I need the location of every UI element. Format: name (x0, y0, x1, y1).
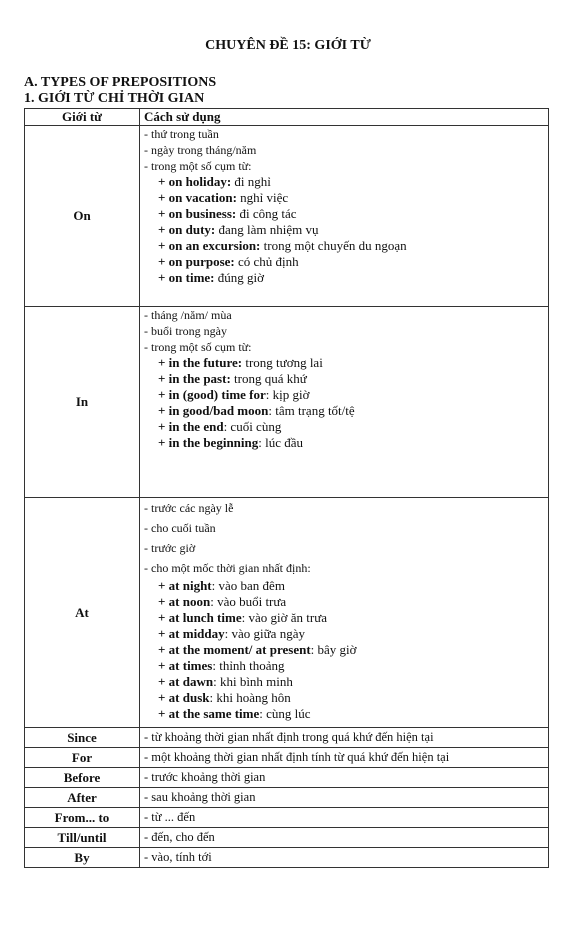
header-preposition: Giới từ (25, 109, 140, 126)
prepositions-table (24, 108, 549, 868)
table-row-since (25, 728, 549, 748)
table-row-for (25, 748, 549, 768)
prep-from-to: From... to (25, 808, 140, 828)
use-item: - ngày trong tháng/năm (144, 143, 257, 157)
usage-for: - một khoảng thời gian nhất định tính từ quá khứ đến hiện tại (140, 748, 549, 768)
usage-after: - sau khoảng thời gian (140, 788, 549, 808)
usage-at (140, 498, 549, 728)
usage-before: - trước khoảng thời gian (140, 768, 549, 788)
prep-by: By (25, 848, 140, 868)
use-item: - thứ trong tuần (144, 127, 219, 141)
prep-before: Before (25, 768, 140, 788)
use-item: - trong một số cụm từ: (144, 159, 252, 173)
phrase-item: + on duty: đang làm nhiệm vụ (158, 222, 319, 237)
phrase-item: + at dusk: khi hoàng hôn (158, 690, 291, 705)
usage-by: - vào, tính tới (140, 848, 549, 868)
phrase-item: + at dawn: khi bình minh (158, 674, 293, 689)
phrase-item: + on time: đúng giờ (158, 270, 265, 285)
phrase-item: + at noon: vào buổi trưa (158, 594, 287, 609)
usage-till-until: - đến, cho đến (140, 828, 549, 848)
table-row-in (25, 307, 549, 498)
phrase-item: + on business: đi công tác (158, 206, 297, 221)
prep-in: In (25, 307, 140, 498)
use-item: - trước giờ (144, 541, 196, 555)
table-row-on (25, 126, 549, 307)
table-row-till-until (25, 828, 549, 848)
phrase-item: + on an excursion: trong một chuyến du ngoạn (158, 238, 407, 253)
phrase-item: + in good/bad moon: tâm trạng tốt/tệ (158, 403, 355, 418)
phrase-item: + on vacation: nghỉ việc (158, 190, 289, 205)
phrase-item: + in the beginning: lúc đầu (158, 435, 304, 450)
phrase-item: + in the past: trong quá khứ (158, 371, 307, 386)
phrase-item: + at midday: vào giữa ngày (158, 626, 305, 641)
section-heading-1: 1. GIỚI TỪ CHỈ THỜI GIAN (24, 91, 205, 106)
phrase-item: + at lunch time: vào giờ ăn trưa (158, 610, 328, 625)
use-item: - trước các ngày lễ (144, 501, 234, 515)
phrase-item: + in (good) time for: kịp giờ (158, 387, 310, 402)
table-header-row (25, 109, 549, 126)
section-heading-a: A. TYPES OF PREPOSITIONS (24, 75, 217, 90)
phrase-item: + in the end: cuối cùng (158, 419, 282, 434)
table-row-after (25, 788, 549, 808)
usage-in (140, 307, 549, 498)
prep-since: Since (25, 728, 140, 748)
usage-since: - từ khoảng thời gian nhất định trong quá khứ đến hiện tại (140, 728, 549, 748)
document-title: CHUYÊN ĐỀ 15: GIỚI TỪ (205, 38, 371, 53)
prep-at: At (25, 498, 140, 728)
prep-for: For (25, 748, 140, 768)
phrase-item: + on purpose: có chủ định (158, 254, 299, 269)
header-usage: Cách sử dụng (140, 109, 549, 126)
phrase-item: + on holiday: đi nghỉ (158, 174, 271, 189)
table-row-from-to (25, 808, 549, 828)
use-item: - tháng /năm/ mùa (144, 308, 232, 322)
phrase-item: + at night: vào ban đêm (158, 578, 285, 593)
prep-till-until: Till/until (25, 828, 140, 848)
prep-after: After (25, 788, 140, 808)
table-row-by (25, 848, 549, 868)
phrase-item: + at the same time: cùng lúc (158, 706, 311, 721)
use-item: - cho một mốc thời gian nhất định: (144, 561, 311, 575)
usage-on (140, 126, 549, 307)
table-row-at (25, 498, 549, 728)
phrase-item: + at times: thỉnh thoảng (158, 658, 285, 673)
phrase-item: + at the moment/ at present: bây giờ (158, 642, 357, 657)
prep-on: On (25, 126, 140, 307)
usage-from-to: - từ ... đến (140, 808, 549, 828)
table-row-before (25, 768, 549, 788)
use-item: - buổi trong ngày (144, 324, 227, 338)
use-item: - cho cuối tuần (144, 521, 216, 535)
use-item: - trong một số cụm từ: (144, 340, 252, 354)
phrase-item: + in the future: trong tương lai (158, 355, 323, 370)
